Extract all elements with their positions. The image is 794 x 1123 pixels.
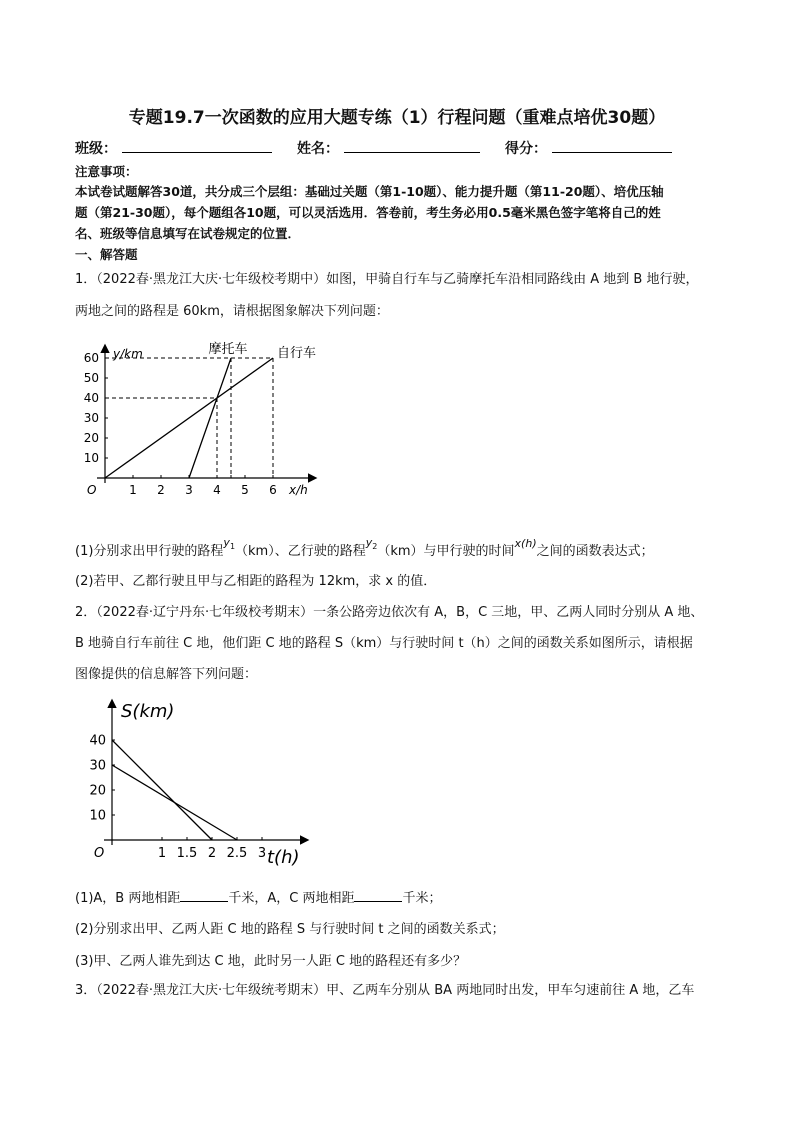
q2-text: B 地骑自行车前往 C 地，他们距 C 地的路程 S（km）与行驶时间 t（h）之间的函数关系如图所示，请根据 — [75, 636, 693, 651]
q2-sub2: (2)分别求出甲、乙两人距 C 地的路程 S 与行驶时间 t 之间的函数关系式； — [75, 922, 505, 937]
series-line-1 — [105, 358, 273, 478]
q2-sub3: (3)甲、乙两人谁先到达 C 地，此时另一人距 C 地的路程还有多少？ — [75, 954, 467, 969]
y-tick-label: 60 — [83, 351, 99, 366]
x-tick-label: 2 — [157, 483, 165, 497]
answer-blank[interactable] — [180, 889, 228, 902]
section-heading: 一、解答题 — [75, 247, 138, 262]
class-field[interactable] — [122, 152, 272, 153]
notice-heading: 注意事项： — [75, 164, 138, 179]
name-label: 姓名： — [297, 141, 339, 157]
x-tick-label: 2 — [207, 846, 217, 861]
x-tick-label: 2.5 — [226, 846, 248, 861]
q1-sub2: (2)若甲、乙都行驶且甲与乙相距的路程为 12km，求 x 的值． — [75, 574, 437, 589]
q2-text: 图像提供的信息解答下列问题： — [75, 667, 258, 682]
y-tick-label: 40 — [89, 733, 106, 749]
q3-text: 3．（2022春·黑龙江大庆·七年级统考期末）甲、乙两车分别从 BA 两地同时出发，甲车匀速前往 A 地，乙车 — [75, 983, 695, 998]
chart-distance-time-1 — [75, 340, 335, 505]
notice-line: 本试卷试题解答30道，共分成三个层组：基础过关题（第1-10题）、能力提升题（第11-20题）、培优压轴 — [75, 184, 664, 199]
y-axis-label: y/km — [113, 347, 143, 361]
y-axis-label: S(km) — [121, 701, 175, 722]
y-tick-label: 30 — [83, 411, 99, 426]
y-tick-label: 40 — [83, 391, 99, 406]
y-tick-label: 10 — [89, 808, 106, 824]
answer-blank[interactable] — [354, 889, 402, 902]
series-line-1 — [112, 740, 212, 840]
origin-label: O — [87, 483, 97, 497]
score-field[interactable] — [552, 152, 672, 153]
notice-line: 名、班级等信息填写在试卷规定的位置． — [75, 226, 301, 241]
x-tick-label: 1 — [129, 483, 137, 497]
q1-text: 两地之间的路程是 60km，请根据图象解决下列问题： — [75, 304, 389, 319]
y-tick-label: 50 — [83, 371, 99, 386]
x-tick-label: 6 — [269, 483, 277, 497]
notice-line: 题（第21-30题），每个题组各10题，可以灵活选用．答卷前，考生务必用0.5毫米黑色签字笔将自己的姓 — [75, 205, 661, 220]
origin-label: O — [94, 846, 105, 861]
page-title: 专题19.7一次函数的应用大题专练（1）行程问题（重难点培优30题） — [128, 108, 666, 128]
y-tick-label: 20 — [83, 431, 99, 446]
y-tick-label: 30 — [89, 758, 106, 774]
x-tick-label: 5 — [241, 483, 249, 497]
chart-distance-time-2 — [75, 695, 315, 875]
series-label: 自行车 — [277, 346, 317, 361]
class-label: 班级： — [75, 141, 117, 157]
series-line-2 — [112, 765, 237, 840]
q1-text: 1．（2022春·黑龙江大庆·七年级校考期中）如图，甲骑自行车与乙骑摩托车沿相同路线由 A 地到 B 地行驶， — [75, 272, 699, 287]
x-tick-label: 4 — [213, 483, 221, 497]
q2-sub1: (1)A，B 两地相距 千米，A，C 两地相距 千米； — [75, 891, 442, 906]
y-tick-label: 20 — [89, 783, 106, 799]
x-tick-label: 3 — [257, 846, 267, 861]
q1-sub1: (1)分别求出甲行驶的路程$^{y1}$（km）、乙行驶的路程$^{y2}$（km）与甲行驶的时间$^{x(h)}$之间的函数表达式； — [75, 536, 654, 559]
score-label: 得分： — [505, 141, 547, 157]
x-tick-label: 1 — [157, 846, 167, 861]
q2-text: 2．（2022春·辽宁丹东·七年级校考期末）一条公路旁边依次有 A，B，C 三地，甲、乙两人同时分别从 A 地、 — [75, 605, 704, 620]
y-tick-label: 10 — [83, 451, 99, 466]
series-label: 摩托车 — [208, 342, 248, 357]
name-field[interactable] — [344, 152, 480, 153]
x-tick-label: 3 — [185, 483, 193, 497]
x-axis-label: x/h — [289, 483, 308, 497]
x-tick-label: 1.5 — [176, 846, 198, 861]
series-line-2 — [189, 358, 231, 478]
x-axis-label: t(h) — [267, 847, 300, 868]
